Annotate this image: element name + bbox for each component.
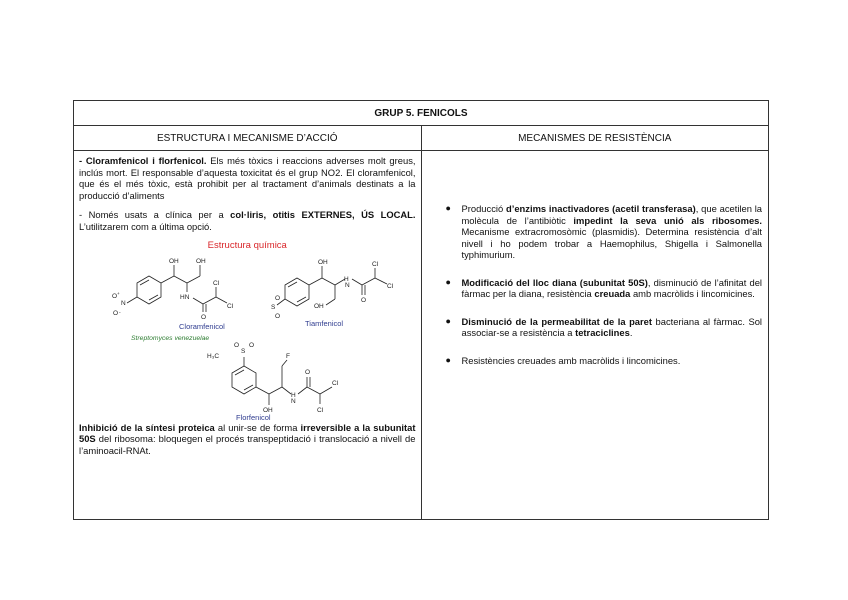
paragraph-mechanism <box>79 422 416 457</box>
chemical-structures-drawing <box>79 254 419 422</box>
list-item <box>446 277 763 300</box>
bullet-icon: ● <box>445 276 451 287</box>
paragraph-toxicity <box>79 155 416 201</box>
label-streptomyces: Streptomyces venezuelae <box>131 334 210 342</box>
item-4-text-a: Resistències creuades amb macròlids i lincomicines. <box>461 354 681 366</box>
atom-o-5: O <box>234 341 240 349</box>
list-item <box>446 316 763 339</box>
atom-hn-1: HN <box>180 293 190 301</box>
item-2-text-b: amb macròlids i lincomicines. <box>630 288 755 299</box>
bullet-icon: ● <box>445 203 451 213</box>
atom-s-1: S <box>271 303 276 311</box>
item-1-bold-b: impedint la seva unió als ribosomes. <box>573 214 762 226</box>
item-1-bold-a: d’enzims inactivadores (acetil transferasa) <box>506 203 696 214</box>
atom-o-7: O <box>305 368 311 376</box>
label-thiamphenicol: Tiamfenicol <box>305 318 344 328</box>
atom-oh-5: OH <box>263 406 273 414</box>
atom-nitro-n: N <box>121 299 126 307</box>
clinical-bold: col·liris, otitis EXTERNES, ÚS LOCAL. <box>230 209 416 220</box>
atom-o-2: O <box>361 296 367 304</box>
item-2-bold-a: Modificació del lloc diana (subunitat 50S) <box>461 276 648 288</box>
col-header-structure: ESTRUCTURA I MECANISME D’ACCIÓ <box>74 126 422 151</box>
atom-nitro-plus: + <box>117 290 120 296</box>
list-item <box>446 203 763 261</box>
atom-o-3: O <box>275 294 281 302</box>
list-item <box>446 355 763 367</box>
atom-nitro-minus: - <box>119 309 121 316</box>
item-2-text-a: , disminució de l’afinitat del fàrmac per la diana, resistència <box>461 276 762 299</box>
atom-oh-2: OH <box>196 257 206 265</box>
atom-oh-1: OH <box>169 257 179 265</box>
atom-cl-4: Cl <box>387 282 394 290</box>
mechanism-bold-a: Inhibició de la síntesi proteica <box>79 421 215 433</box>
atom-n-2: N <box>291 397 296 405</box>
toxicity-text: Els més tòxics i reaccions adverses molt greus, inclús mort. El responsable d’aquesta toxicitat és el grup NO2. El cloramfenicol, que és el més tòxic, està prohibit per al tractament d’animals destinats a la producció d’aliments <box>79 155 416 201</box>
item-3-text-a: bacteriana al fàrmac. Sol associar-se a resistència a <box>461 315 762 338</box>
toxicity-lead: - Cloramfenicol i florfenicol. <box>79 155 207 166</box>
atom-h3c: H₃C <box>207 352 220 360</box>
atom-nitro-o-2: O <box>113 309 119 317</box>
item-1-text-c: Mecanisme extracromosòmic (plasmidis). Determina resistència d’alt nivell i ho podem trobar a Haemophilus, Shigella i Salmonella typhimurium. <box>461 226 762 260</box>
clinical-text-a: - Només usats a clínica per a <box>79 209 231 220</box>
clinical-text-b: L’utilitzarem com a última opció. <box>79 220 212 232</box>
mechanism-bold-b: irreversible a la subunitat 50S <box>79 421 416 444</box>
item-3-bold-b: tetraciclines <box>575 327 630 338</box>
atom-nitro-o-1: O <box>112 292 118 300</box>
atom-cl-6: Cl <box>332 379 339 387</box>
atom-f: F <box>286 352 290 360</box>
atom-s-2: S <box>241 347 246 355</box>
atom-h-2: H <box>291 391 296 399</box>
resistance-cell <box>421 151 769 520</box>
atom-oh-3: OH <box>318 258 328 266</box>
paragraph-clinical-use <box>79 209 416 232</box>
atom-o-1: O <box>201 313 207 321</box>
atom-cl-1: Cl <box>213 279 220 287</box>
atom-cl-2: Cl <box>227 302 234 310</box>
col-header-resistance: MECANISMES DE RESISTÈNCIA <box>421 126 769 151</box>
atom-cl-5: Cl <box>317 406 324 414</box>
bullet-icon: ● <box>445 315 451 326</box>
item-1-text-a: Producció <box>461 203 506 214</box>
chemical-structures <box>79 254 416 422</box>
label-florfenicol: Florfenicol <box>236 412 271 422</box>
structure-cell <box>74 151 422 520</box>
mechanism-text-a: al unir-se de forma <box>214 421 301 433</box>
item-1-text-b: , que acetilen la molècula de l’antibiòtic <box>461 203 763 226</box>
item-3-bold-a: Disminució de la permeabilitat de la paret <box>461 315 652 327</box>
atom-h-1: H <box>344 275 349 283</box>
atom-o-4: O <box>275 312 281 320</box>
item-3-text-b: . <box>629 327 633 338</box>
atom-o-6: O <box>249 341 255 349</box>
item-2-bold-b: creuada <box>594 288 631 299</box>
structure-title: Estructura química <box>207 240 287 251</box>
table-title: GRUP 5. FENICOLS <box>74 101 769 126</box>
mechanism-text-b: del ribosoma: bloquegen el procés transpeptidació i translocació a nivell de l’aminoacil-RNAt. <box>79 433 416 456</box>
label-chloramphenicol: Cloramfenicol <box>179 321 225 331</box>
bullet-icon: ● <box>445 354 451 365</box>
atom-n-1: N <box>345 281 350 289</box>
resistance-list <box>446 203 763 366</box>
atom-oh-4: OH <box>314 302 324 310</box>
fenicols-table <box>73 100 769 520</box>
atom-cl-3: Cl <box>372 260 379 268</box>
